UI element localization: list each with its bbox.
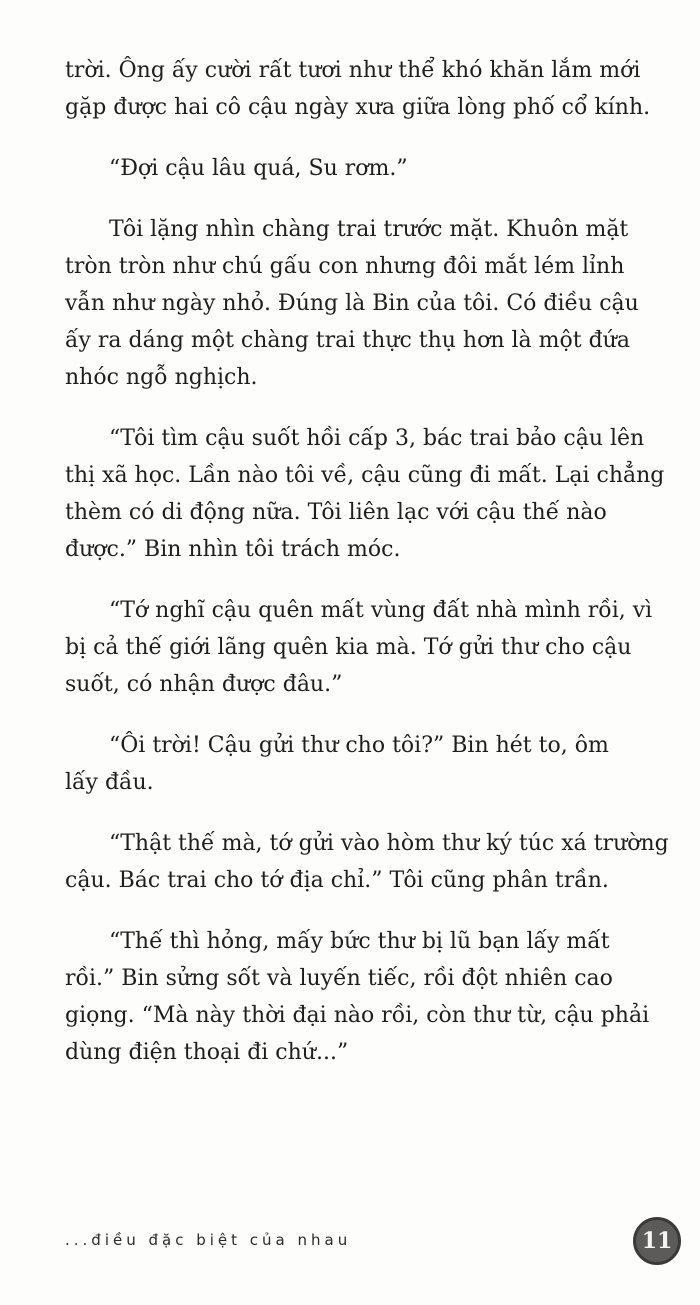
text-line: gặp được hai cô cậu ngày xưa giữa lòng phố cổ kính. (65, 95, 651, 120)
paragraph (65, 592, 675, 703)
paragraph (65, 727, 675, 801)
text-line: thị xã học. Lần nào tôi về, cậu cũng đi mất. Lại chẳng (65, 463, 665, 488)
text-line: vẫn như ngày nhỏ. Đúng là Bin của tôi. Có điều cậu (65, 291, 639, 316)
paragraph (65, 420, 675, 568)
text-line: bị cả thế giới lãng quên kia mà. Tớ gửi thư cho cậu (65, 635, 632, 660)
text-line: “Tớ nghĩ cậu quên mất vùng đất nhà mình rồi, vì (109, 598, 653, 623)
text-line: rồi.” Bin sửng sốt và luyến tiếc, rồi đột nhiên cao (65, 966, 613, 991)
text-line: dùng điện thoại đi chứ...” (65, 1040, 349, 1065)
running-title: ...điều đặc biệt của nhau (65, 1231, 352, 1249)
text-line: “Thế thì hỏng, mấy bức thư bị lũ bạn lấy mất (109, 929, 610, 954)
paragraph (65, 52, 675, 126)
text-line: Tôi lặng nhìn chàng trai trước mặt. Khuôn mặt (109, 217, 629, 242)
text-line: cậu. Bác trai cho tớ địa chỉ.” Tôi cũng phân trần. (65, 868, 609, 893)
text-line: ấy ra dáng một chàng trai thực thụ hơn là một đứa (65, 328, 630, 353)
paragraph (65, 150, 675, 187)
text-line: tròn tròn như chú gấu con nhưng đôi mắt lém lỉnh (65, 254, 625, 279)
text-line: thèm có di động nữa. Tôi liên lạc với cậu thế nào (65, 500, 607, 525)
text-line: được.” Bin nhìn tôi trách móc. (65, 537, 401, 562)
page-number: 11 (641, 1228, 673, 1254)
paragraph (65, 923, 675, 1071)
text-line: suốt, có nhận được đâu.” (65, 672, 343, 697)
page-body-text (65, 52, 675, 1095)
text-line: “Ôi trời! Cậu gửi thư cho tôi?” Bin hét to, ôm (109, 733, 609, 758)
text-line: trời. Ông ấy cười rất tươi như thể khó khăn lắm mới (65, 58, 641, 83)
page-footer (65, 1225, 685, 1265)
text-line: “Thật thế mà, tớ gửi vào hòm thư ký túc xá trường (109, 831, 669, 856)
page-number-badge (633, 1217, 681, 1265)
text-line: nhóc ngỗ nghịch. (65, 365, 258, 390)
text-line: giọng. “Mà này thời đại nào rồi, còn thư từ, cậu phải (65, 1003, 650, 1028)
paragraph (65, 825, 675, 899)
text-line: “Tôi tìm cậu suốt hồi cấp 3, bác trai bảo cậu lên (109, 426, 645, 451)
paragraph (65, 211, 675, 396)
text-line: “Đợi cậu lâu quá, Su rơm.” (109, 156, 408, 181)
text-line: lấy đầu. (65, 770, 154, 795)
